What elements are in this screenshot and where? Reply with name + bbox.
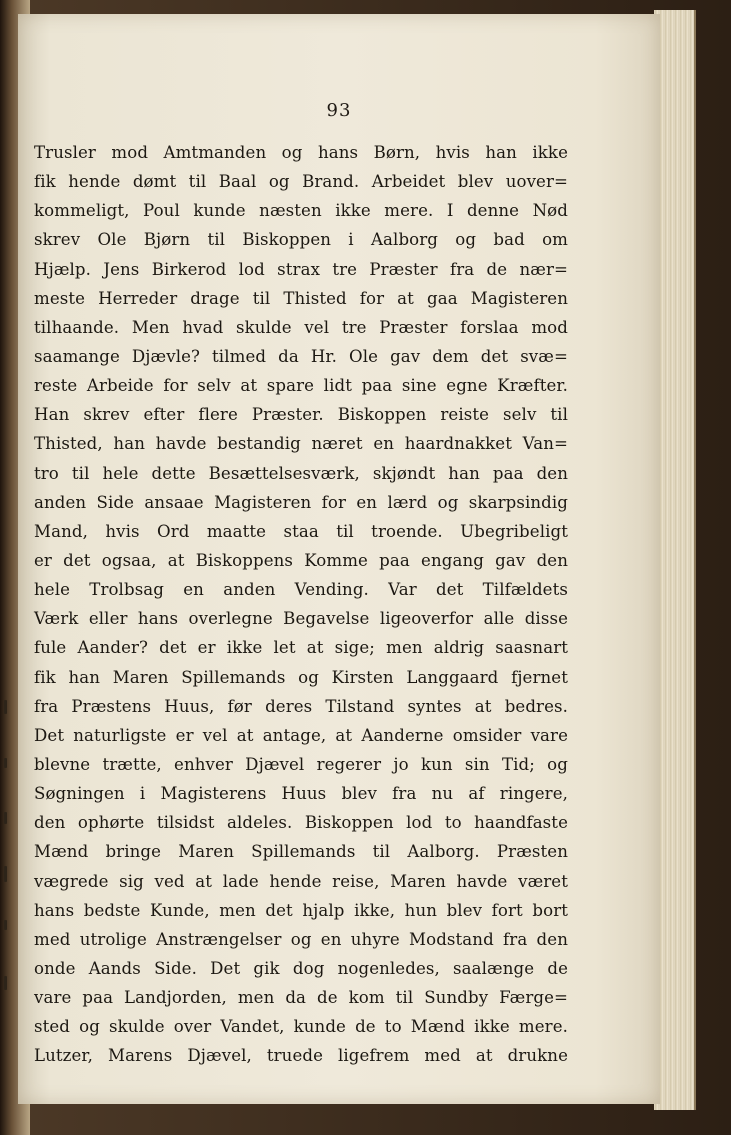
text-line: Mænd bringe Maren Spillemands til Aalborg. Præsten [34,842,568,862]
margin-mark [4,812,7,824]
margin-mark [4,758,7,768]
text-line: meste Herreder drage til Thisted for at gaa Magisteren [34,288,568,308]
text-line: Det naturligste er vel at antage, at Aanderne omsider vare [34,725,568,745]
text-line: tilhaande. Men hvad skulde vel tre Præster forslaa mod [34,317,568,337]
text-line: kommeligt, Poul kunde næsten ikke mere. I denne Nød [34,201,568,221]
text-line: reste Arbeide for selv at spare lidt paa sine egne Kræfter. [34,376,568,396]
text-line: er det ogsaa, at Biskoppens Komme paa engang gav den [34,550,568,570]
text-line: den ophørte tilsidst aldeles. Biskoppen lod to haandfaste [34,813,568,833]
page-edges [654,10,696,1110]
margin-mark [4,976,7,990]
text-line: Trusler mod Amtmanden og hans Børn, hvis han ikke [34,143,568,162]
margin-mark [4,866,7,882]
text-line: fra Præstens Huus, før deres Tilstand syntes at bedres. [34,696,568,716]
text-line: blevne trætte, enhver Djævel regerer jo kun sin Tid; og [34,754,568,774]
body-text [34,138,568,1071]
text-line: Mand, hvis Ord maatte staa til troende. Ubegribeligt [34,521,568,541]
margin-mark [4,920,7,930]
text-line: Hjælp. Jens Birkerod lod strax tre Præster fra de nær= [34,259,568,279]
bleed-through-marks [0,680,18,1010]
text-line: anden Side ansaae Magisteren for en lærd og skarpsindig [34,492,568,512]
text-line: vægrede sig ved at lade hende reise, Maren havde været [34,871,568,891]
text-line: hans bedste Kunde, men det hjalp ikke, hun blev fort bort [34,900,568,920]
text-line: skrev Ole Bjørn til Biskoppen i Aalborg og bad om [34,230,568,250]
text-line: sted og skulde over Vandet, kunde de to Mænd ikke mere. [34,1017,568,1037]
book-page [18,14,660,1104]
text-line: Thisted, han havde bestandig næret en haardnakket Van= [34,434,568,454]
text-line: Søgningen i Magisterens Huus blev fra nu af ringere, [34,784,568,804]
text-line: onde Aands Side. Det gik dog nogenledes, saalænge de [34,958,568,978]
text-line: vare paa Landjorden, men da de kom til Sundby Færge= [34,988,568,1008]
text-line: fik han Maren Spillemands og Kirsten Langgaard fjernet [34,667,568,687]
margin-mark [4,700,7,714]
text-line: tro til hele dette Besættelsesværk, skjøndt han paa den [34,463,568,483]
text-line: Lutzer, Marens Djævel, truede ligefrem med at drukne [34,1046,568,1066]
page-number: 93 [326,100,352,121]
text-line: fule Aander? det er ikke let at sige; men aldrig saasnart [34,638,568,658]
text-line: Han skrev efter flere Præster. Biskoppen reiste selv til [34,405,568,425]
text-line: Værk eller hans overlegne Begavelse ligeoverfor alle disse [34,609,568,629]
text-line: saamange Djævle? tilmed da Hr. Ole gav dem det svæ= [34,346,568,366]
text-line: fik hende dømt til Baal og Brand. Arbeidet blev uover= [34,172,568,192]
text-line: hele Trolbsag en anden Vending. Var det Tilfældets [34,580,568,600]
text-line: med utrolige Anstrængelser og en uhyre Modstand fra den [34,929,568,949]
